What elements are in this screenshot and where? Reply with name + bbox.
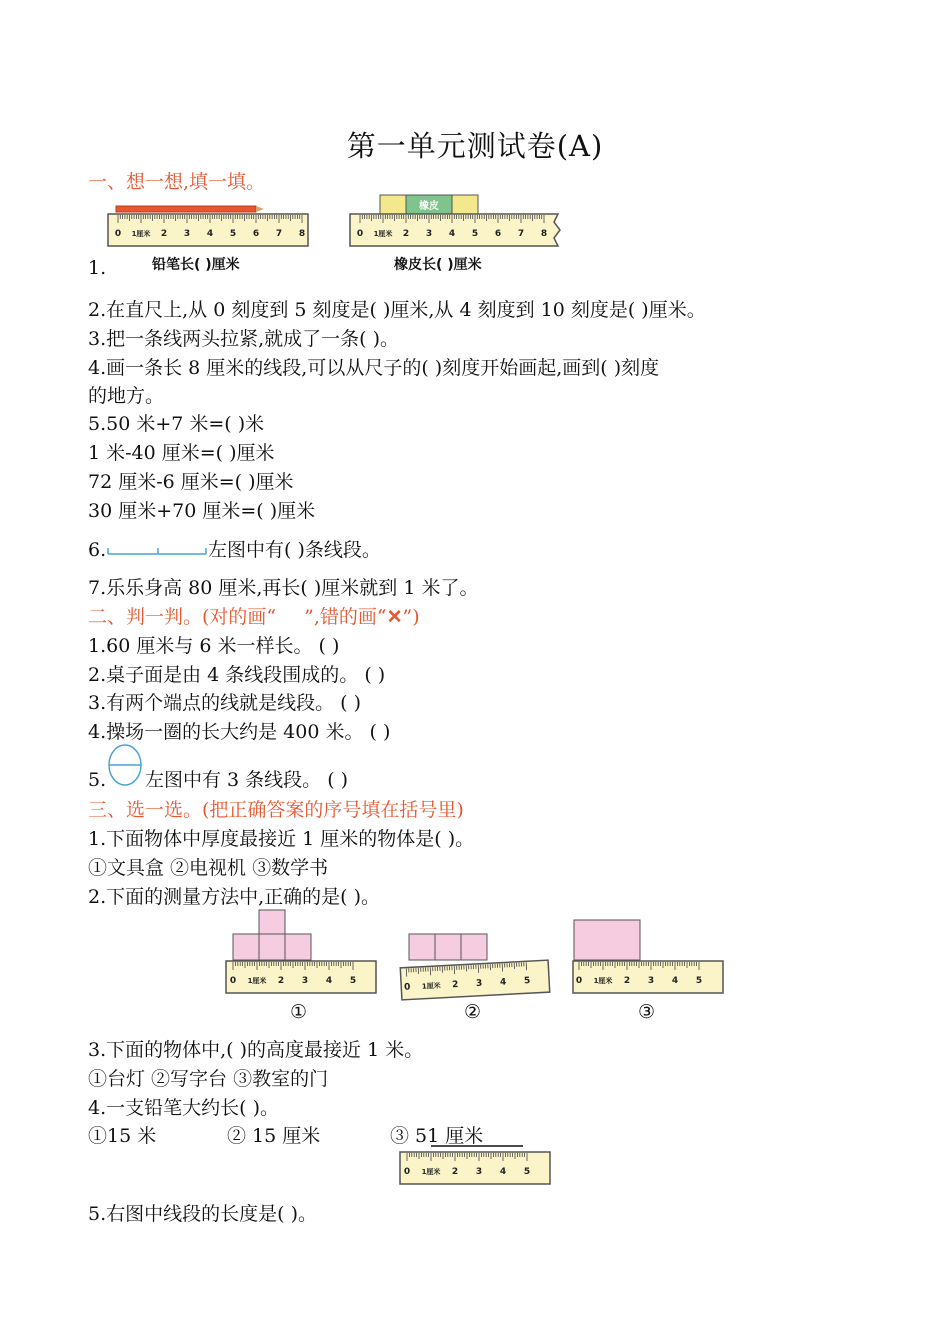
section-3-heading: 三、选一选。(把正确答案的序号填在括号里) (88, 799, 464, 821)
p1-question-4a: 4.画一条长 8 厘米的线段,可以从尺子的( )刻度开始画起,画到( )刻度 (88, 357, 660, 379)
ruler-number: 2 (160, 229, 168, 239)
ruler-number: 4 (499, 977, 507, 988)
ruler-number: 1厘米 (247, 977, 267, 985)
p2-question-5-number: 5. (88, 769, 107, 791)
eraser-ruler-figure (348, 192, 563, 250)
section-1-heading: 一、想一想,填一填。 (88, 171, 266, 193)
p1-question-7: 7.乐乐身高 80 厘米,再长( )厘米就到 1 米了。 (88, 577, 479, 599)
p3-question-4-option-3: ③ 51 厘米 (390, 1125, 484, 1147)
ruler-number: 7 (517, 229, 525, 239)
ruler-number: 2 (277, 976, 285, 986)
segment-ruler-figure (397, 1144, 553, 1188)
pencil-caption: 铅笔长( )厘米 (152, 257, 240, 273)
ruler-number: 3 (425, 229, 433, 239)
eraser-caption: 橡皮长( )厘米 (394, 257, 482, 273)
ruler-number: 1厘米 (131, 230, 151, 238)
p2-question-2: 2.桌子面是由 4 条线段围成的。 ( ) (88, 664, 386, 686)
ruler-number: 0 (114, 229, 122, 239)
p1-question-2: 2.在直尺上,从 0 刻度到 5 刻度是( )厘米,从 4 刻度到 10 刻度是( )厘米。 (88, 299, 706, 321)
ruler-number: 4 (499, 1167, 507, 1177)
ruler-number: 4 (448, 229, 456, 239)
section-2-tail: ”) (402, 606, 420, 628)
p3-question-3-options: ①台灯 ②写字台 ③教室的门 (88, 1068, 329, 1090)
section-2-mid: ”,错的画“ (304, 606, 387, 628)
figure-label-3: ③ (638, 1001, 656, 1023)
ruler-number: 0 (403, 982, 411, 993)
p3-question-1: 1.下面物体中厚度最接近 1 厘米的物体是( )。 (88, 828, 475, 850)
p3-question-1-options: ①文具盒 ②电视机 ③数学书 (88, 857, 329, 879)
ruler-number: 3 (183, 229, 191, 239)
ruler-number: 4 (206, 229, 214, 239)
ruler-number: 4 (325, 976, 333, 986)
ruler-number: 5 (349, 976, 357, 986)
p1-question-5d: 30 厘米+70 厘米=( )厘米 (88, 500, 316, 522)
p1-question-5b: 1 米-40 厘米=( )厘米 (88, 442, 275, 464)
ruler-number: 5 (695, 976, 703, 986)
p1-question-5c: 72 厘米-6 厘米=( )厘米 (88, 471, 294, 493)
ruler-number: 1厘米 (593, 977, 613, 985)
ruler-number: 0 (575, 976, 583, 986)
p3-question-4-option-1: ①15 米 (88, 1125, 157, 1147)
ruler-number: 2 (451, 1167, 459, 1177)
pencil-tip (256, 206, 264, 212)
p1-question-6-number: 6. (88, 539, 107, 561)
eraser-label: 橡皮 (419, 201, 439, 212)
section-2-heading (88, 605, 420, 629)
ruler-number: 5 (471, 229, 479, 239)
ruler-number: 2 (451, 979, 459, 991)
p1-question-5a: 5.50 米+7 米=( )米 (88, 413, 265, 435)
ruler-number: 2 (623, 976, 631, 986)
ruler-number: 0 (229, 976, 237, 986)
ruler-number: 4 (671, 976, 679, 986)
ruler-number: 7 (275, 229, 283, 239)
line-segments-figure (106, 538, 208, 558)
pencil-ruler-figure (106, 203, 312, 249)
ruler-number: 3 (647, 976, 655, 986)
ruler-number: 3 (301, 976, 309, 986)
p3-question-5: 5.右图中线段的长度是( )。 (88, 1203, 317, 1225)
ruler-number: 1厘米 (421, 1168, 441, 1176)
ruler-number: 3 (475, 1167, 483, 1177)
p3-question-4-option-2: ② 15 厘米 (227, 1125, 321, 1147)
p1-question-4b: 的地方。 (88, 385, 165, 407)
p2-question-4: 4.操场一圈的长大约是 400 米。 ( ) (88, 721, 391, 743)
measure-figure-1 (224, 906, 379, 996)
q1-number: 1. (88, 257, 107, 279)
section-2-head: 二、判一判。(对的画“ (88, 606, 277, 628)
figure-label-2: ② (464, 1001, 482, 1023)
p3-question-3: 3.下面的物体中,( )的高度最接近 1 米。 (88, 1039, 424, 1061)
ruler-number: 5 (229, 229, 237, 239)
ruler-number: 6 (494, 229, 502, 239)
ruler-number: 1厘米 (421, 981, 441, 991)
ruler-number: 5 (523, 1167, 531, 1177)
figure-label-1: ① (290, 1001, 308, 1023)
ruler-number: 8 (298, 229, 306, 239)
p1-question-6-text: 左图中有( )条线段。 (208, 539, 381, 561)
ruler-number: 0 (403, 1167, 411, 1177)
ruler-number: 8 (540, 229, 548, 239)
ruler-number: 6 (252, 229, 260, 239)
ruler-number: 2 (402, 229, 410, 239)
p2-question-3: 3.有两个端点的线就是线段。 ( ) (88, 692, 362, 714)
pencil (116, 206, 256, 212)
page-title: 第一单元测试卷(A) (346, 129, 604, 163)
ruler-number: 5 (523, 976, 531, 987)
circle-diameter-figure (107, 743, 145, 789)
cross-mark: ✕ (386, 606, 403, 628)
p2-question-5-text: 左图中有 3 条线段。 ( ) (145, 769, 349, 791)
eraser-right (452, 195, 478, 214)
p1-question-3: 3.把一条线两头拉紧,就成了一条( )。 (88, 328, 400, 350)
p3-question-2: 2.下面的测量方法中,正确的是( )。 (88, 886, 381, 908)
ruler-number: 1厘米 (373, 230, 393, 238)
ruler-number: 0 (356, 229, 364, 239)
eraser-left (380, 195, 406, 214)
p2-question-1: 1.60 厘米与 6 米一样长。 ( ) (88, 635, 340, 657)
ruler-number: 3 (475, 978, 483, 989)
p3-question-4: 4.一支铅笔大约长( )。 (88, 1097, 279, 1119)
measure-figure-3 (571, 917, 726, 997)
measure-figure-2 (397, 930, 553, 1005)
